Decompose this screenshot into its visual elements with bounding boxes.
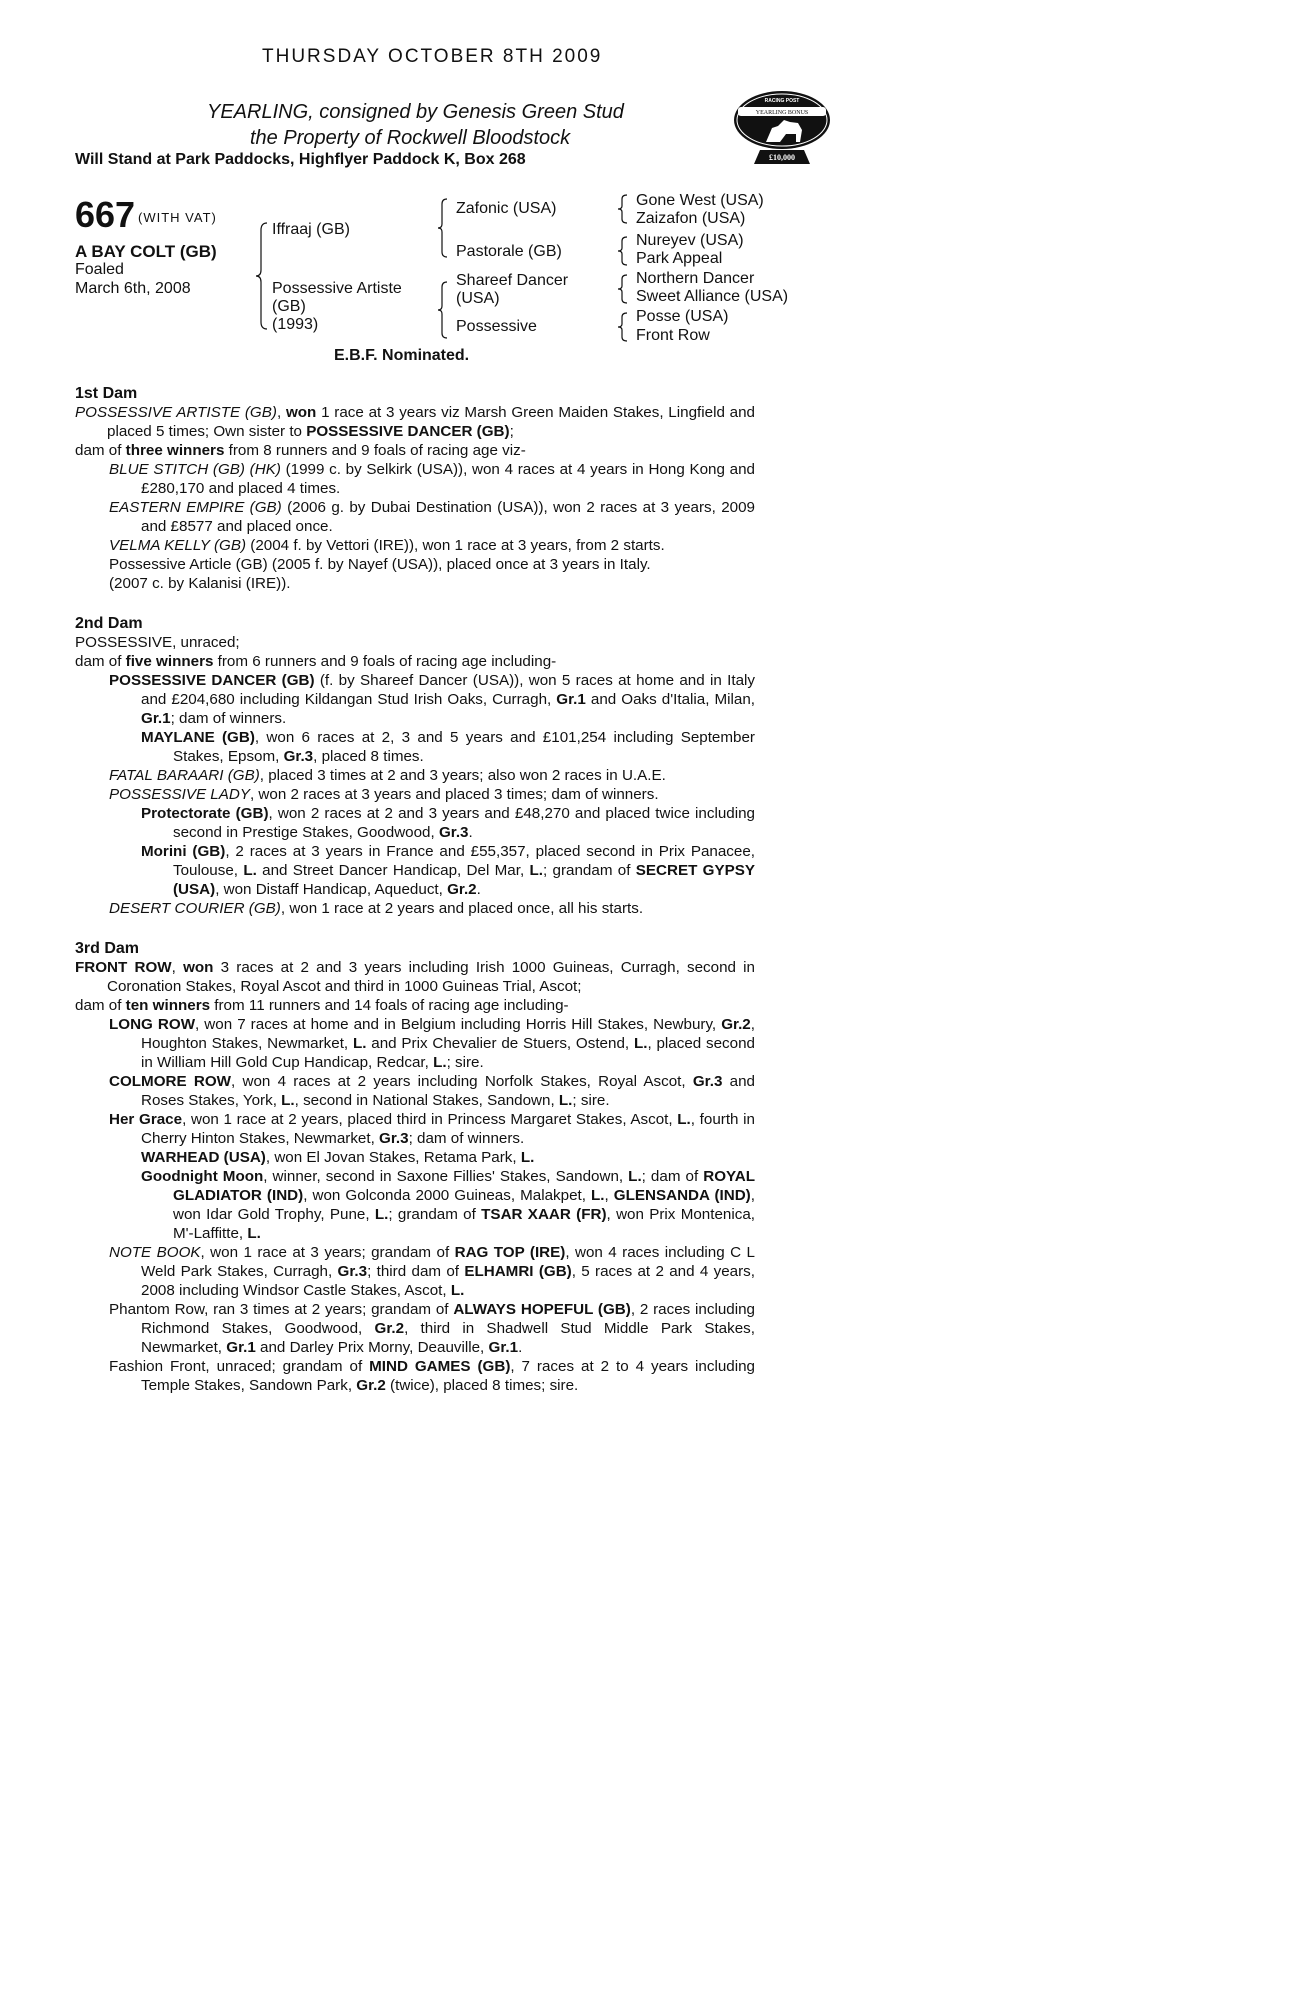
dam-dam-dam: Front Row [636,327,710,344]
produce-entry: BLUE STITCH (GB) (HK) (1999 c. by Selkirk (USA)), won 4 races at 4 years in Hong Kong and £280,170 and placed 4 times. [109,461,755,497]
first-dam-produce-summary: dam of three winners from 8 runners and 9 foals of racing age viz- [75,442,526,459]
produce-entry: Possessive Article (GB) (2005 f. by Nayef (USA)), placed once at 3 years in Italy. [109,556,651,573]
produce-entry: MAYLANE (GB), won 6 races at 2, 3 and 5 years and £101,254 including September Stakes, Epsom, Gr.3, placed 8 times. [141,729,755,765]
produce-entry: Her Grace, won 1 race at 2 years, placed third in Princess Margaret Stakes, Ascot, L., fourth in Cherry Hinton Stakes, Newmarket, Gr.3; dam of winners. [109,1111,755,1147]
third-dam-record: FRONT ROW, won 3 races at 2 and 3 years including Irish 1000 Guineas, Curragh, second in Coronation Stakes, Royal Ascot and third in 1000 Guineas Trial, Ascot; [75,959,755,995]
badge-middle-text: YEARLING BONUS [755,110,809,116]
third-dam-section [75,939,755,1395]
yearling-bonus-badge [732,90,832,168]
sire: Iffraaj (GB) [272,221,350,238]
dam-line2: (GB) [272,298,306,315]
brace-2 [437,198,449,258]
brace-6 [617,274,629,304]
ebf-nominated: E.B.F. Nominated. [334,347,470,364]
produce-entry: Protectorate (GB), won 2 races at 2 and 3 years and £48,270 and placed twice including second in Prestige Stakes, Goodwood, Gr.3. [141,805,755,841]
produce-entry: DESERT COURIER (GB), won 1 race at 2 years and placed once, all his starts. [109,900,644,917]
produce-entry: EASTERN EMPIRE (GB) (2006 g. by Dubai Destination (USA)), won 2 races at 3 years, 2009 and £8577 and placed once. [109,499,755,535]
brace-4 [617,194,629,224]
dam-sire-dam: Sweet Alliance (USA) [636,288,789,305]
produce-entry: POSSESSIVE LADY, won 2 races at 3 years and placed 3 times; dam of winners. [109,786,659,803]
sale-date: THURSDAY OCTOBER 8TH 2009 [262,46,603,67]
vat-note: (WITH VAT) [138,210,217,225]
dam-sire-line1: Shareef Dancer [456,272,569,289]
property-line: the Property of Rockwell Bloodstock [250,127,571,149]
horse-name: A BAY COLT (GB) [75,242,217,261]
brace-5 [617,236,629,266]
foaled-label: Foaled [75,261,124,278]
third-dam-heading: 3rd Dam [75,940,140,957]
sire-sire-dam: Zaizafon (USA) [636,210,746,227]
second-dam-section [75,614,755,918]
stand-location: Will Stand at Park Paddocks, Highflyer Paddock K, Box 268 [75,151,526,168]
lot-number: 667 [75,194,136,235]
third-dam-produce-summary: dam of ten winners from 11 runners and 14 foals of racing age including- [75,997,569,1014]
produce-entry: VELMA KELLY (GB) (2004 f. by Vettori (IRE)), won 1 race at 3 years, from 2 starts. [109,537,665,554]
badge-top-text: RACING POST [764,98,800,104]
brace-1 [255,222,269,330]
sire-sire: Zafonic (USA) [456,200,557,217]
badge-amount-text: £10,000 [769,153,795,162]
produce-entry: COLMORE ROW, won 4 races at 2 years including Norfolk Stakes, Royal Ascot, Gr.3 and Roses Stakes, York, L., second in National Stakes, Sandown, L.; sire. [109,1073,755,1109]
consignor-line: YEARLING, consigned by Genesis Green Stud [207,101,624,123]
produce-entry: Goodnight Moon, winner, second in Saxone Fillies' Stakes, Sandown, L.; dam of ROYAL GLADIATOR (IND), won Golconda 2000 Guineas, Malakpet, L., GLENSANDA (IND), won Idar Gold Trophy, Pune, L.; grandam of TSAR XAAR (FR), won Prix Montenica, M'-Laffitte, L. [141,1168,755,1242]
second-dam-produce-summary: dam of five winners from 6 runners and 9 foals of racing age including- [75,653,557,670]
second-dam-record: POSSESSIVE, unraced; [75,634,240,651]
dam-dam: Possessive [456,318,537,335]
dam-line1: Possessive Artiste [272,280,402,297]
brace-7 [617,312,629,342]
second-dam-heading: 2nd Dam [75,615,143,632]
produce-entry: LONG ROW, won 7 races at home and in Belgium including Horris Hill Stakes, Newbury, Gr.2, Houghton Stakes, Newmarket, L. and Prix Chevalier de Stuers, Ostend, L., placed second in William Hill Gold Cup Handicap, Redcar, L.; sire. [109,1016,755,1071]
dam-sire-sire: Northern Dancer [636,270,755,287]
produce-entry: Morini (GB), 2 races at 3 years in France and £55,357, placed second in Prix Panacee, Toulouse, L. and Street Dancer Handicap, Del Mar, L.; grandam of SECRET GYPSY (USA), won Distaff Handicap, Aqueduct, Gr.2. [141,843,755,898]
first-dam-heading: 1st Dam [75,385,138,402]
produce-entry: POSSESSIVE DANCER (GB) (f. by Shareef Dancer (USA)), won 5 races at home and in Italy and £204,680 including Kildangan Stud Irish Oaks, Curragh, Gr.1 and Oaks d'Italia, Milan, Gr.1; dam of winners. [109,672,756,727]
catalogue-text [75,384,755,1416]
foaled-date: March 6th, 2008 [75,280,191,297]
sire-dam-sire: Nureyev (USA) [636,232,744,249]
sire-dam-dam: Park Appeal [636,250,723,267]
produce-entry: WARHEAD (USA), won El Jovan Stakes, Retama Park, L. [141,1149,535,1166]
first-dam-section [75,384,755,593]
produce-entry: NOTE BOOK, won 1 race at 3 years; grandam of RAG TOP (IRE), won 4 races including C L Weld Park Stakes, Curragh, Gr.3; third dam of ELHAMRI (GB), 5 races at 2 and 4 years, 2008 including Windsor Castle Stakes, Ascot, L. [109,1244,755,1299]
produce-entry: (2007 c. by Kalanisi (IRE)). [109,575,291,592]
produce-entry: Phantom Row, ran 3 times at 2 years; grandam of ALWAYS HOPEFUL (GB), 2 races including Richmond Stakes, Goodwood, Gr.2, third in Shadwell Stud Middle Park Stakes, Newmarket, Gr.1 and Darley Prix Morny, Deauville, Gr.1. [109,1301,755,1356]
sire-sire-sire: Gone West (USA) [636,192,764,209]
dam-dam-sire: Posse (USA) [636,308,729,325]
produce-entry: Fashion Front, unraced; grandam of MIND GAMES (GB), 7 races at 2 to 4 years including Temple Stakes, Sandown Park, Gr.2 (twice), placed 8 times; sire. [109,1358,756,1394]
dam-line3: (1993) [272,316,319,333]
brace-3 [437,281,449,339]
dam-sire-line2: (USA) [456,290,500,307]
sire-dam: Pastorale (GB) [456,243,562,260]
first-dam-record: POSSESSIVE ARTISTE (GB), won 1 race at 3 years viz Marsh Green Maiden Stakes, Lingfield and placed 5 times; Own sister to POSSESSIVE DANCER (GB); [75,404,755,440]
produce-entry: FATAL BARAARI (GB), placed 3 times at 2 and 3 years; also won 2 races in U.A.E. [109,767,666,784]
